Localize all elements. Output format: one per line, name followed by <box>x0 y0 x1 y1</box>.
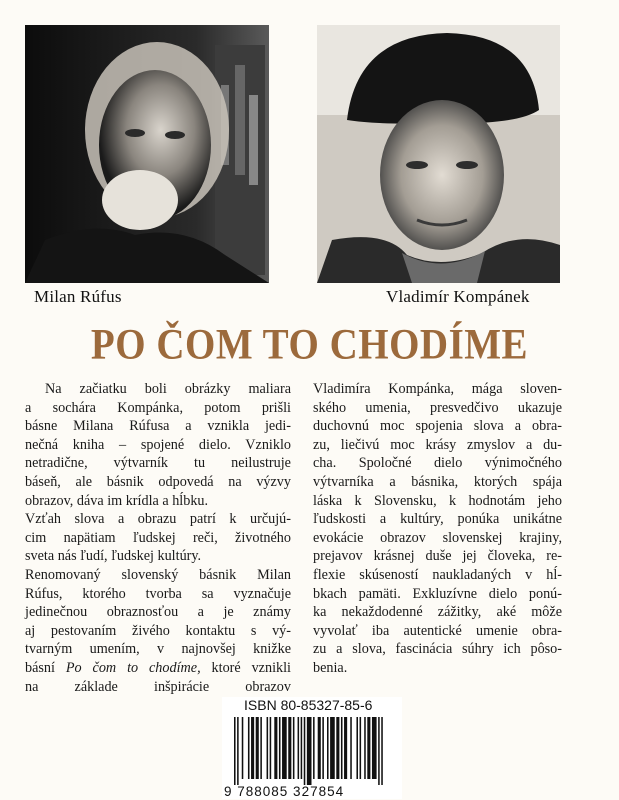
isbn-barcode <box>222 697 402 799</box>
text-line: Renomovaný slovenský básnik Milan <box>25 566 291 583</box>
caption-milan-rufus: Milan Rúfus <box>34 287 122 306</box>
text-line: Rúfus, ktorého tvorba sa vyznačuje <box>25 585 291 602</box>
text-line: a sochára Kompánka, potom prišli <box>25 399 291 416</box>
portrait-old-man-image <box>25 25 269 283</box>
text-line-with-italic-title: básní Po čom to chodíme, ktoré vznikli <box>25 659 291 676</box>
text-line: evokácie obrazov slovenskej krajiny, <box>313 529 562 546</box>
isbn-number: ISBN 80-85327-85-6 <box>244 697 373 713</box>
blurb-left-column <box>25 380 291 696</box>
book-title: PO ČOM TO CHODÍME <box>90 320 529 369</box>
text-line: ského umenia, presvedčivo ukazuje <box>313 399 562 416</box>
text-line: cha. Spoločné dielo výnimočného <box>313 455 562 472</box>
text-line: básne Milana Rúfusa a vznikla jedi- <box>25 418 291 435</box>
text-line: láska k Slovensku, k hodnotám jeho <box>313 492 562 509</box>
text-line: jedinečnou obraznosťou a je známy <box>25 604 291 621</box>
italic-book-title: Po čom to chodíme, <box>65 659 201 676</box>
photo-milan-rufus <box>25 25 269 283</box>
text-line: netradične, výtvarník tu neilustruje <box>25 455 291 472</box>
text-line: nečná kniha – spojené dielo. Vzniklo <box>25 436 291 453</box>
photo-vladimir-kompanek <box>317 25 560 283</box>
barcode-digits: 9 788085 327854 <box>224 784 345 799</box>
text-line: zu, liečivú moc krásy zmyslov a du- <box>313 436 562 453</box>
barcode-icon <box>222 717 402 785</box>
text-line: cim napätiam ľudskej reči, životného <box>25 529 291 546</box>
text-line: flexie skúseností naukladaných v hĺ- <box>313 566 562 583</box>
text-line: Vladimíra Kompánka, mága sloven- <box>313 381 562 397</box>
text-line: sveta nás ľudí, ľudskej kultúry. <box>25 548 202 565</box>
caption-vladimir-kompanek: Vladimír Kompánek <box>386 287 530 306</box>
text-line: benia. <box>313 659 348 676</box>
portrait-man-in-hat-image <box>317 25 560 283</box>
text-line: zu a slova, fascinácia súhry ich pôso- <box>313 641 562 658</box>
text-line: bkach pamäti. Exkluzívne dielo ponú- <box>313 585 562 602</box>
text-line: aj pestovaním živého kontaktu s vý- <box>25 622 291 639</box>
text-line: prejavov krásnej duše jej človeka, re- <box>313 548 562 565</box>
text-line: Vzťah slova a obrazu patrí k určujú- <box>25 511 291 528</box>
text-line: báseň, ale básnik odpovedá na výzvy <box>25 473 291 490</box>
blurb-right-column <box>313 380 562 678</box>
text-line: ka nekaždodenné zážitky, aké môže <box>313 604 562 621</box>
text-line: obrazov, dáva im krídla a hĺbku. <box>25 492 209 509</box>
text-line: Na začiatku boli obrázky maliara <box>45 381 291 397</box>
text-line: vyvolať iba autentické umenie obra- <box>313 622 562 639</box>
text-line: výtvarníka a básnika, ktorých spája <box>313 473 562 490</box>
text-line: tvarným umením, v najnovšej knižke <box>25 641 291 658</box>
text-line: duchovnú moc spojenia slova a obra- <box>313 418 562 435</box>
text-line: ľudskosti a kultúry, ponúka unikátne <box>313 511 562 528</box>
text-line: na základe inšpirácie obrazov <box>25 678 291 695</box>
